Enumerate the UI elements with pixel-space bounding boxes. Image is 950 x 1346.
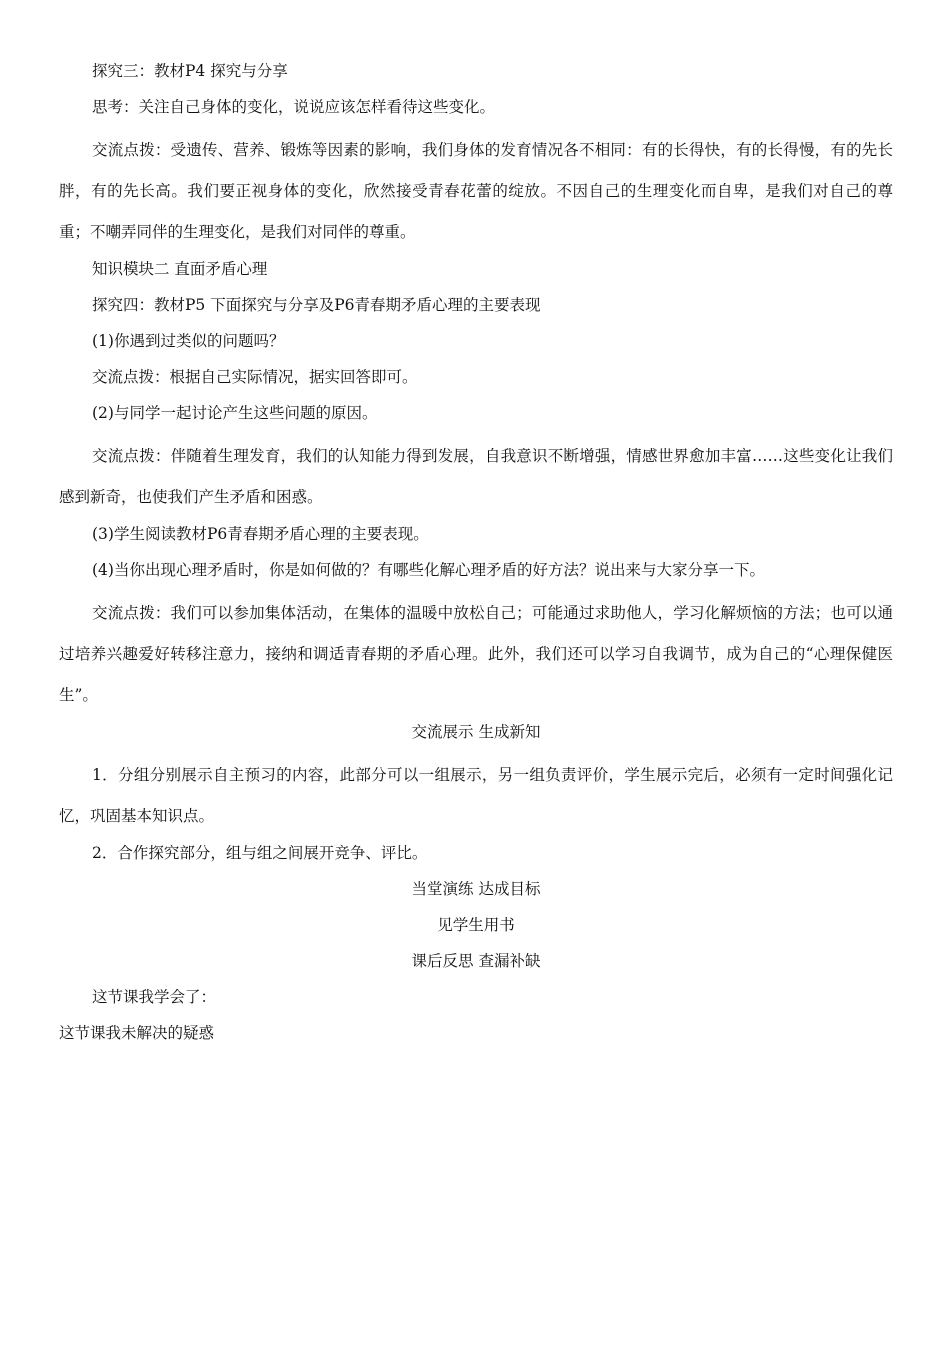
- heading-explore-four: 探究四：教材P5 下面探究与分享及P6青春期矛盾心理的主要表现: [92, 296, 541, 314]
- think-question: 思考：关注自己身体的变化，说说应该怎样看待这些变化。: [92, 98, 496, 116]
- section-title-reflection: 课后反思 查漏补缺: [411, 952, 541, 970]
- question-three: (3)学生阅读教材P6青春期矛盾心理的主要表现。: [92, 525, 429, 543]
- heading-knowledge-module-two: 知识模块二 直面矛盾心理: [92, 260, 268, 278]
- heading-explore-three: 探究三：教材P4 探究与分享: [92, 62, 288, 80]
- discussion-tip-four: 交流点拨：我们可以参加集体活动，在集体的温暖中放松自己；可能通过求助他人，学习化解烦恼的方法；也可以通过培养兴趣爱好转移注意力，接纳和调适青春期的矛盾心理。此外，我们还可以学习自我调节，成为自己的“心理保健医生”。: [59, 604, 893, 704]
- item-two: 2．合作探究部分，组与组之间展开竞争、评比。: [92, 844, 428, 862]
- discussion-tip-two: 交流点拨：伴随着生理发育，我们的认知能力得到发展，自我意识不断增强，情感世界愈加丰富……这些变化让我们感到新奇，也使我们产生矛盾和困惑。: [59, 447, 893, 506]
- learned-prompt: 这节课我学会了：: [92, 988, 217, 1006]
- document-page: [59, 58, 893, 1046]
- question-four: (4)当你出现心理矛盾时，你是如何做的？有哪些化解心理矛盾的好方法？说出来与大家分享一下。: [92, 561, 765, 579]
- discussion-tip-one: 交流点拨：根据自己实际情况，据实回答即可。: [92, 368, 418, 386]
- discussion-tip-body-changes: 交流点拨：受遗传、营养、锻炼等因素的影响，我们身体的发育情况各不相同：有的长得快，有的长得慢，有的先长胖，有的先长高。我们要正视身体的变化，欣然接受青春花蕾的绽放。不因自己的生理变化而自卑，是我们对自己的尊重；不嘲弄同伴的生理变化，是我们对同伴的尊重。: [59, 141, 893, 241]
- item-one: 1．分组分别展示自主预习的内容，此部分可以一组展示，另一组负责评价，学生展示完后，必须有一定时间强化记忆，巩固基本知识点。: [59, 766, 893, 825]
- unresolved-prompt: 这节课我未解决的疑惑: [59, 1024, 215, 1042]
- question-one: (1)你遇到过类似的问题吗？: [92, 332, 285, 350]
- see-student-book: 见学生用书: [437, 916, 515, 934]
- question-two: (2)与同学一起讨论产生这些问题的原因。: [92, 404, 378, 422]
- section-title-exchange-display: 交流展示 生成新知: [411, 723, 541, 741]
- section-title-classroom-practice: 当堂演练 达成目标: [411, 880, 541, 898]
